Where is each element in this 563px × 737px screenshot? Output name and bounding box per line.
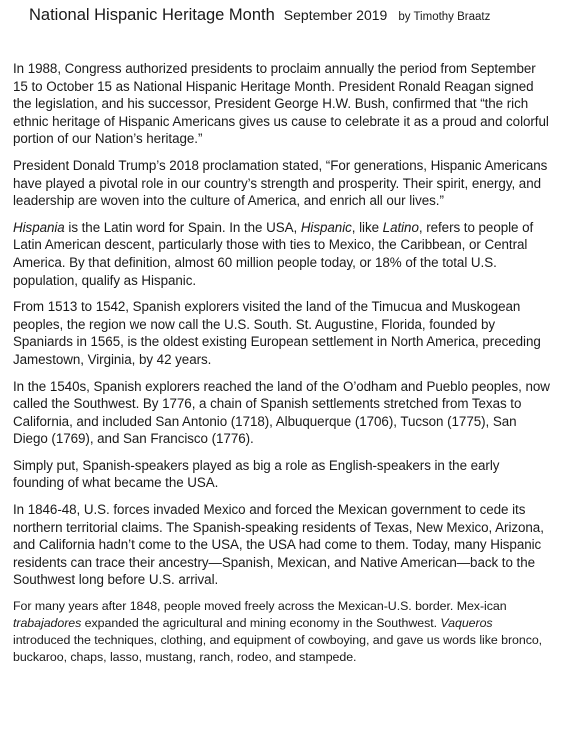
italic-term: trabajadores: [13, 616, 82, 631]
paragraph-8: For many years after 1848, people moved freely across the Mexican-U.S. border. Mex-ican trabajadores expanded the agricultural and mining economy in the Southwest. Vaqueros introduced the techniques, clothing, and equipment of cowboying, and gave us words like bronco, buckaroo, chaps, lasso, mustang, ranch, rodeo, and stampede.: [13, 599, 543, 665]
italic-term: Hispanic: [300, 219, 352, 235]
paragraph-4: From 1513 to 1542, Spanish explorers visited the land of the Timucua and Muskogean peoples, the region we now call the U.S. South. St. Augustine, Florida, founded by Spaniards in 1565, is the oldest existing European settlement in North America, preceding Jamestown, Virginia, by 42 years.: [13, 299, 541, 367]
paragraph-3: Hispania is the Latin word for Spain. In the USA, Hispanic, like Latino, refers to people of Latin American descent, particularly those with ties to Mexico, the Caribbean, or Central America. By that definition, almost 60 million people today, or 18% of the total U.S. population, qualify as Hispanic.: [13, 219, 534, 288]
paragraph-6: Simply put, Spanish-speakers played as big a role as English-speakers in the early founding of what became the USA.: [13, 457, 500, 491]
italic-term: Vaqueros: [440, 616, 493, 631]
paragraph-7: In 1846-48, U.S. forces invaded Mexico and forced the Mexican government to cede its northern territorial claims. The Spanish-speaking residents of Texas, New Mexico, Arizona, and California hadn’t come to the USA, the USA had come to them. Today, many Hispanic residents can trace their ancestry—Spanish, Mexican, and Native American—back to the Southwest long before U.S. arrival.: [13, 502, 544, 588]
italic-term: Hispania: [13, 219, 65, 235]
document-title: National Hispanic Heritage Month: [29, 6, 275, 24]
document-header: [29, 6, 553, 32]
italic-term: Latino: [382, 219, 419, 235]
paragraph-1: In 1988, Congress authorized presidents to proclaim annually the period from September 15 to October 15 as National Hispanic Heritage Month. President Ronald Reagan signed the legislation, and his successor, President George H.W. Bush, confirmed that “the rich ethnic heritage of Hispanic Americans gives us cause to celebrate it as a proud and colorful portion of our Nation’s heritage.”: [13, 61, 549, 147]
document-date: September 2019: [283, 7, 388, 23]
document-author: by Timothy Braatz: [398, 11, 491, 23]
paragraph-5: In the 1540s, Spanish explorers reached the land of the O’odham and Pueblo peoples, now called the Southwest. By 1776, a chain of Spanish settlements stretched from Texas to California, and included San Antonio (1718), Albuquerque (1706), Tucson (1775), San Diego (1769), and San Francisco (1776).: [13, 378, 550, 447]
paragraph-2: President Donald Trump’s 2018 proclamation stated, “For generations, Hispanic Americans have played a pivotal role in our country’s strength and prosperity. Their spirit, energy, and leadership are woven into the culture of America, and enrich all our lives.”: [13, 157, 548, 209]
